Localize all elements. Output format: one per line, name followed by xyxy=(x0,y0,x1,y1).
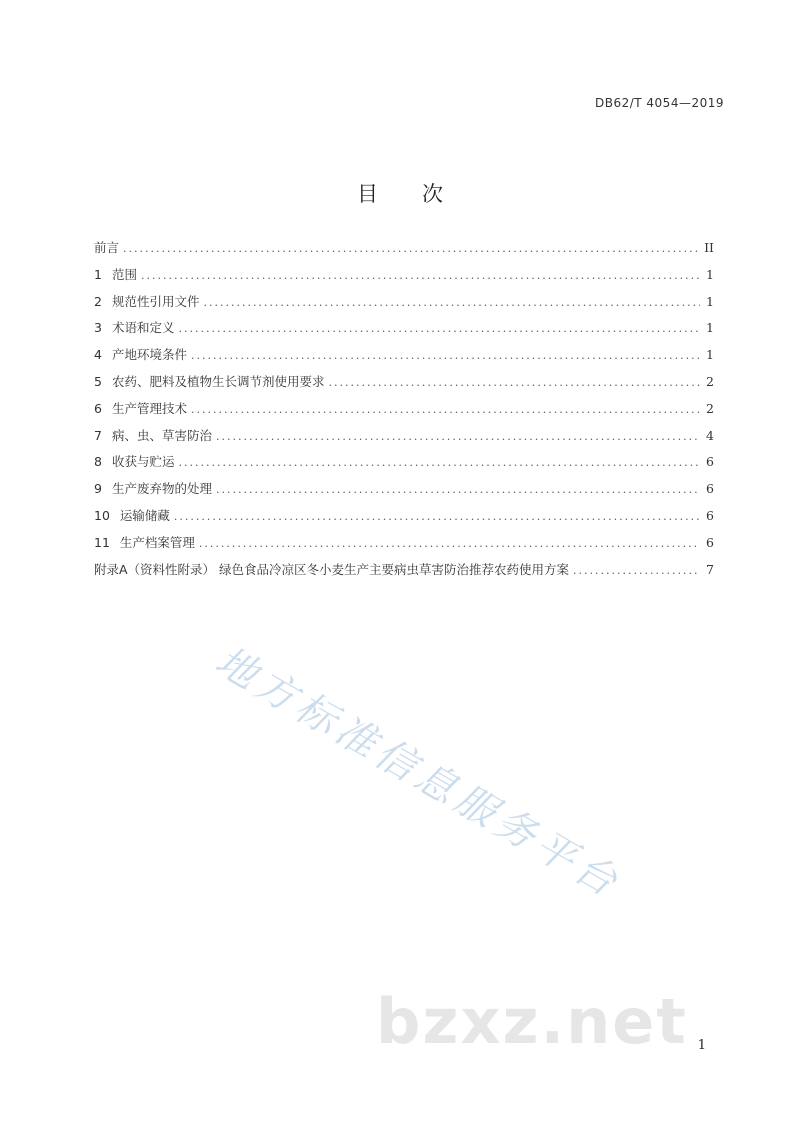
toc-entry-text: 范围 xyxy=(111,266,137,282)
toc-entry[interactable] xyxy=(94,292,714,319)
toc-entry-number: 6 xyxy=(94,400,102,416)
toc-entry-label xyxy=(94,426,212,444)
toc-entry-number: 11 xyxy=(94,534,110,550)
toc-entry-text: 术语和定义 xyxy=(111,320,175,336)
toc-entry-label xyxy=(94,265,137,283)
toc-entry[interactable] xyxy=(94,452,714,479)
toc-entry[interactable] xyxy=(94,560,714,587)
toc-entry[interactable] xyxy=(94,533,714,560)
toc-leader-dots xyxy=(174,510,700,523)
toc-entry-number: 9 xyxy=(94,481,102,497)
toc-entry-page: 2 xyxy=(706,400,714,416)
toc-entry-page: 6 xyxy=(706,507,714,523)
toc-entry-label xyxy=(94,452,174,470)
toc-entry-label xyxy=(94,506,170,524)
toc-entry-label xyxy=(94,560,569,578)
watermark-en: bzxz.net xyxy=(376,985,688,1058)
watermark-cn: 地方标准信息服务平台 xyxy=(207,638,629,908)
toc-entry[interactable] xyxy=(94,426,714,453)
toc-entry-text: 收获与贮运 xyxy=(111,454,175,470)
toc-entry-page: 1 xyxy=(706,320,714,336)
toc-entry-text: 规范性引用文件 xyxy=(111,293,200,309)
toc-leader-dots xyxy=(199,537,700,550)
toc-entry-text: 前言 xyxy=(94,240,120,255)
toc-entry-number: 4 xyxy=(94,347,102,363)
toc-leader-dots xyxy=(178,456,700,469)
toc-entry-page: 1 xyxy=(706,293,714,309)
toc-entry-page: II xyxy=(704,240,714,255)
toc-leader-dots xyxy=(141,269,700,282)
toc-entry-number: 1 xyxy=(94,266,102,282)
toc-entry-text: 农药、肥料及植物生长调节剂使用要求 xyxy=(111,373,325,389)
toc-entry-label xyxy=(94,533,195,551)
toc-entry-number: 10 xyxy=(94,507,110,523)
toc-leader-dots xyxy=(123,242,700,255)
toc-entry-label xyxy=(94,372,324,390)
toc-entry-text: 附录A（资料性附录） 绿色食品冷凉区冬小麦生产主要病虫草害防治推荐农药使用方案 xyxy=(94,561,570,577)
toc-entry[interactable] xyxy=(94,345,714,372)
toc-leader-dots xyxy=(203,296,700,309)
toc-entry[interactable] xyxy=(94,506,714,533)
toc-leader-dots xyxy=(191,349,700,362)
toc-entry-text: 生产废弃物的处理 xyxy=(111,481,212,497)
toc-entry-text: 病、虫、草害防治 xyxy=(111,427,212,443)
toc-entry[interactable] xyxy=(94,479,714,506)
toc-entry[interactable] xyxy=(94,238,714,265)
toc-leader-dots xyxy=(191,403,700,416)
toc-entry[interactable] xyxy=(94,318,714,345)
page-number: 1 xyxy=(697,1038,706,1053)
toc-leader-dots xyxy=(178,322,700,335)
toc-entry[interactable] xyxy=(94,265,714,292)
toc-leader-dots xyxy=(216,430,700,443)
toc-entry-text: 运输储藏 xyxy=(119,507,170,523)
toc-entry-number: 3 xyxy=(94,320,102,336)
toc-entry-number: 5 xyxy=(94,373,102,389)
toc-entry-text: 生产管理技术 xyxy=(111,400,187,416)
toc-entry-page: 4 xyxy=(706,427,714,443)
toc-entry-label xyxy=(94,318,174,336)
toc-entry-page: 6 xyxy=(706,534,714,550)
toc-entry-label xyxy=(94,345,187,363)
document-code: DB62/T 4054—2019 xyxy=(594,96,724,110)
toc-title: 目次 xyxy=(357,182,487,206)
toc-entry-page: 6 xyxy=(706,454,714,470)
toc-entry-label xyxy=(94,399,187,417)
toc-entry-text: 产地环境条件 xyxy=(111,347,187,363)
toc-entry-page: 1 xyxy=(706,266,714,282)
toc-entry-page: 1 xyxy=(706,347,714,363)
toc-entry-number: 2 xyxy=(94,293,102,309)
toc-leader-dots xyxy=(328,376,700,389)
toc-entry-label xyxy=(94,292,199,310)
toc-entry-number: 8 xyxy=(94,454,102,470)
toc-entry-text: 生产档案管理 xyxy=(119,534,195,550)
toc-list xyxy=(94,238,714,586)
toc-entry[interactable] xyxy=(94,372,714,399)
toc-entry-label xyxy=(94,479,212,497)
toc-entry[interactable] xyxy=(94,399,714,426)
toc-leader-dots xyxy=(216,483,700,496)
toc-entry-number: 7 xyxy=(94,427,102,443)
toc-leader-dots xyxy=(573,564,700,577)
toc-entry-page: 6 xyxy=(706,481,714,497)
toc-entry-page: 7 xyxy=(706,561,714,577)
toc-entry-label xyxy=(94,238,119,256)
toc-entry-page: 2 xyxy=(706,373,714,389)
